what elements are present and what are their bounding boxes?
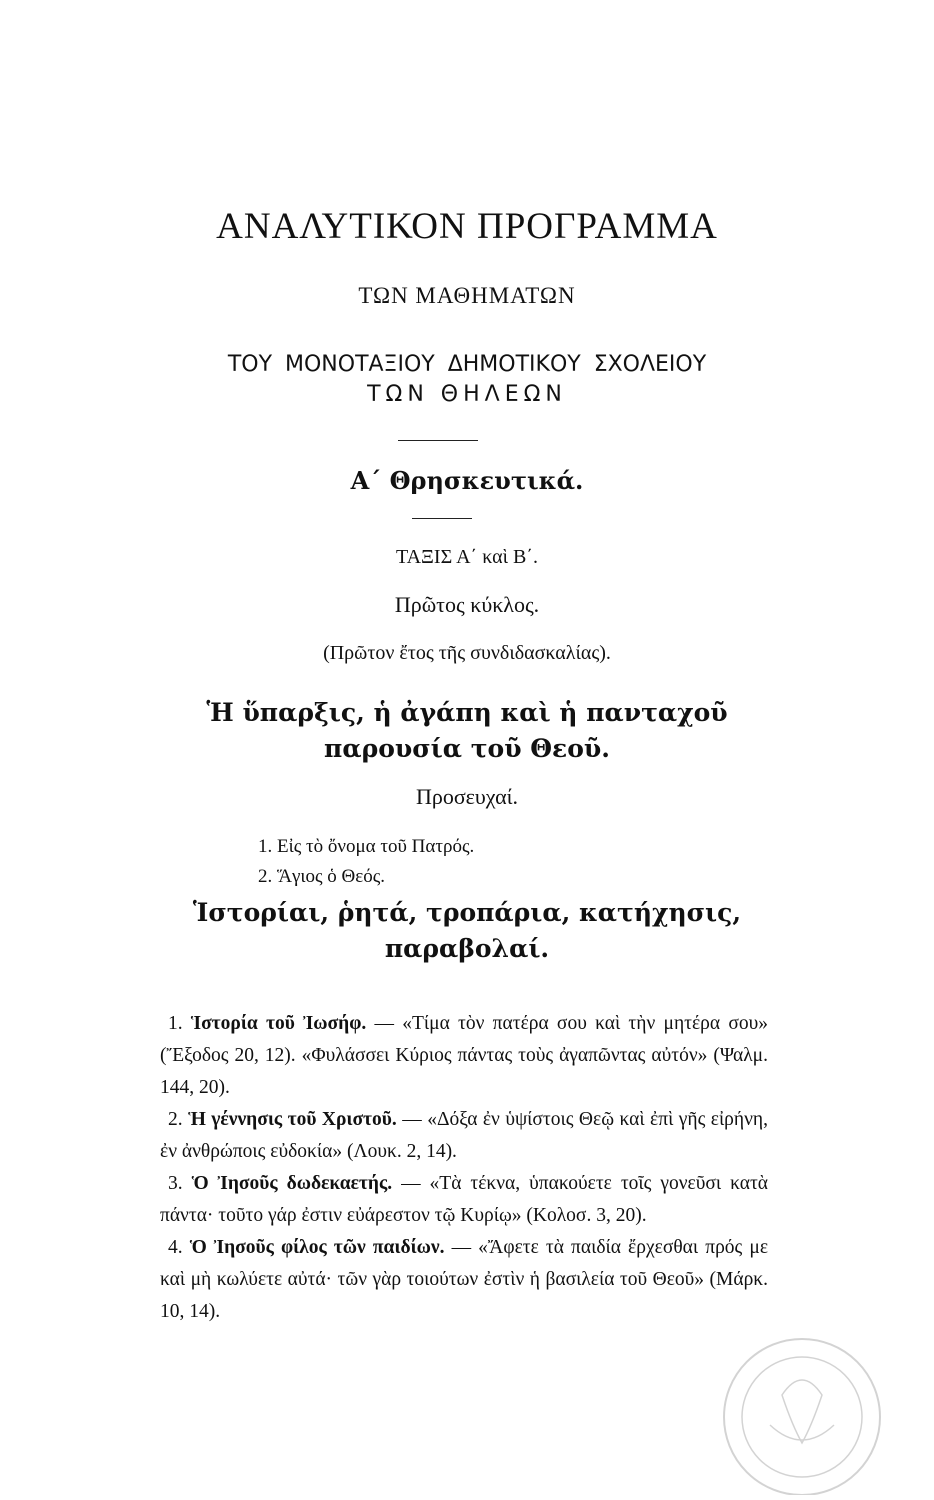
stories-heading-line-1: Ἱστορίαι, ῥητά, τροπάρια, κατήχησις, [192, 898, 742, 927]
school-line-2: ΤΩΝ ΘΗΛΕΩΝ [367, 382, 567, 407]
lesson-item [160, 1008, 768, 1104]
lesson-text: — «Τὰ τέκνα, ὑπακούετε τοῖς γονεῦσι κατὰ πάντα· τοῦτο γάρ ἐστιν εὐάρεστον τῷ Κυρίῳ» (Κολοσ. 3, 20). [160, 1173, 769, 1226]
lesson-number: 4. [168, 1237, 183, 1258]
list-item: 1. Εἰς τὸ ὄνομα τοῦ Πατρός. [258, 836, 475, 857]
lesson-number: 2. [168, 1109, 183, 1130]
lesson-item [160, 1232, 768, 1328]
stories-heading-line-2: παραβολαί. [384, 934, 550, 963]
prayers-list [258, 832, 474, 892]
lessons-body [160, 1008, 768, 1328]
lesson-item [160, 1168, 768, 1232]
section-heading: Α΄ Θρησκευτικά. [350, 466, 584, 495]
cycle-heading: Πρῶτος κύκλος. [394, 592, 540, 617]
lesson-text: — «Τίμα τὸν πατέρα σου καὶ τὴν μητέρα σου» (Ἔξοδος 20, 12). «Φυλάσσει Κύριος πάντας τοὺς ἀγαπῶντας αὐτόν» (Ψαλμ. 144, 20). [160, 1013, 769, 1098]
lesson-text: — «Ἄφετε τὰ παιδία ἔρχεσθαι πρός με καὶ μὴ κωλύετε αὐτά· τῶν γὰρ τοιούτων ἐστὶν ἡ βασιλεία τοῦ Θεοῦ» (Μάρκ. 10, 14). [160, 1237, 769, 1322]
page-title: ΑΝΑΛΥΤΙΚΟΝ ΠΡΟΓΡΑΜΜΑ [216, 206, 718, 247]
lesson-title: Ἱστορία τοῦ Ἰωσήφ. [190, 1013, 367, 1034]
topic-heading-line-1: Ἡ ὕπαρξις, ἡ ἀγάπη καὶ ἡ πανταχοῦ [206, 698, 728, 727]
library-stamp-icon [700, 1325, 905, 1495]
topic-heading-line-2: παρουσία τοῦ Θεοῦ. [324, 734, 610, 763]
divider-rule [398, 440, 478, 441]
lesson-item [160, 1104, 768, 1168]
lesson-title: Ὁ Ἰησοῦς δωδεκαετής. [191, 1173, 393, 1194]
school-line-1: ΤΟΥ ΜΟΝΟΤΑΞΙΟΥ ΔΗΜΟΤΙΚΟΥ ΣΧΟΛΕΙΟΥ [227, 352, 707, 377]
lesson-title: Ἡ γέννησις τοῦ Χριστοῦ. [188, 1109, 397, 1130]
year-note: (Πρῶτον ἔτος τῆς συνδιδασκαλίας). [323, 642, 611, 664]
list-item: 2. Ἅγιος ὁ Θεός. [258, 866, 386, 887]
prayers-heading: Προσευχαί. [415, 784, 519, 809]
classes-heading: ΤΑΞΙΣ Α΄ καὶ Β΄. [396, 546, 538, 568]
lesson-number: 1. [168, 1013, 183, 1034]
lesson-number: 3. [168, 1173, 183, 1194]
lesson-title: Ὁ Ἰησοῦς φίλος τῶν παιδίων. [189, 1237, 445, 1258]
page-subtitle: ΤΩΝ ΜΑΘΗΜΑΤΩΝ [358, 283, 576, 308]
lesson-text: — «Δόξα ἐν ὑψίστοις Θεῷ καὶ ἐπὶ γῆς εἰρήνη, ἐν ἀνθρώποις εὐδοκία» (Λουκ. 2, 14). [160, 1109, 769, 1162]
divider-rule [412, 518, 472, 519]
